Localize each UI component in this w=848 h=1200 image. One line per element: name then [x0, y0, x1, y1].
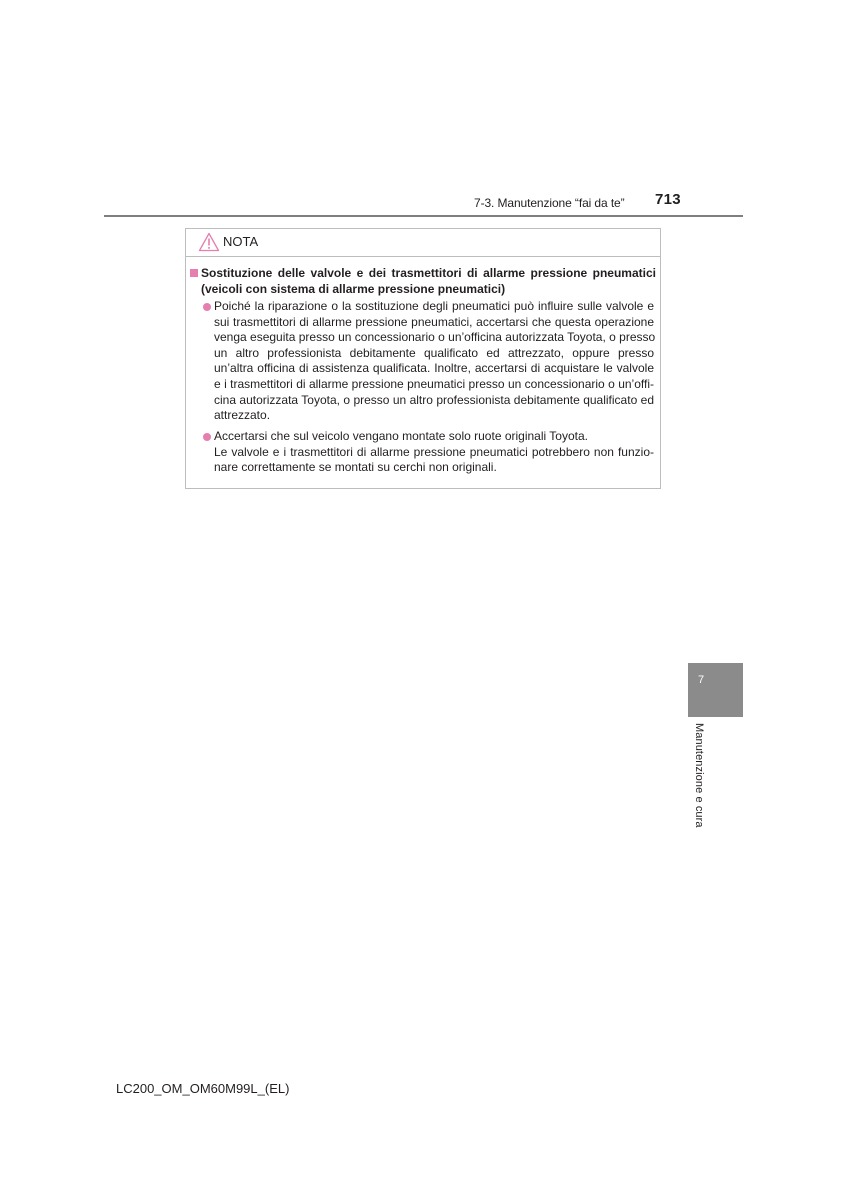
section-heading — [190, 265, 656, 297]
paragraph-line: Poiché la riparazione o la sostituzione degli pneumatici può influire sulle valvole e — [214, 299, 654, 313]
paragraph-line: venga eseguita presso un concessionario o un’officina autorizzata Toyota, o presso — [214, 330, 656, 345]
paragraph-line: un’altra officina di assistenza qualificata. Inoltre, accertarsi di acquistare le valvole — [214, 361, 654, 376]
header-divider — [104, 215, 743, 217]
paragraph-line: sui trasmettitori di allarme pressione pneumatici, accertarsi che questa operazione — [214, 314, 654, 329]
heading-line: Sostituzione delle valvole e dei trasmettitori di allarme pressione pneumatici — [201, 266, 656, 280]
note-header — [186, 229, 660, 257]
warning-triangle-icon — [198, 232, 220, 252]
paragraph-line: attrezzato. — [214, 408, 271, 423]
paragraph-line: e i trasmettitori di allarme pressione pneumatici presso un concessionario o un’offi- — [214, 376, 654, 391]
square-bullet-icon — [190, 269, 198, 277]
chapter-section-title: 7-3. Manutenzione “fai da te” — [474, 196, 625, 210]
paragraph-line: cina autorizzata Toyota, o presso un altro professionista debitamente qualificato ed — [214, 392, 654, 407]
chapter-tab-label: Manutenzione e cura — [693, 723, 705, 828]
circle-bullet-icon — [203, 433, 211, 441]
paragraph-line: un altro professionista debitamente qualificato ed attrezzato, oppure presso — [214, 345, 654, 360]
note-title: NOTA — [223, 234, 259, 249]
paragraph-line: nare correttamente se montati su cerchi non originali. — [214, 460, 497, 475]
page-number: 713 — [655, 191, 681, 208]
paragraph-line: Le valvole e i trasmettitori di allarme pressione pneumatici potrebbero non funzio- — [214, 444, 654, 459]
chapter-number: 7 — [698, 674, 705, 686]
paragraph-line: Accertarsi che sul veicolo vengano montate solo ruote originali Toyota. — [214, 429, 588, 443]
heading-line: (veicoli con sistema di allarme pressione pneumatici) — [201, 282, 506, 296]
note-box — [185, 228, 661, 489]
list-item — [203, 429, 654, 476]
document-code: LC200_OM_OM60M99L_(EL) — [116, 1081, 290, 1096]
chapter-tab — [688, 663, 743, 717]
list-item — [203, 299, 654, 424]
circle-bullet-icon — [203, 303, 211, 311]
